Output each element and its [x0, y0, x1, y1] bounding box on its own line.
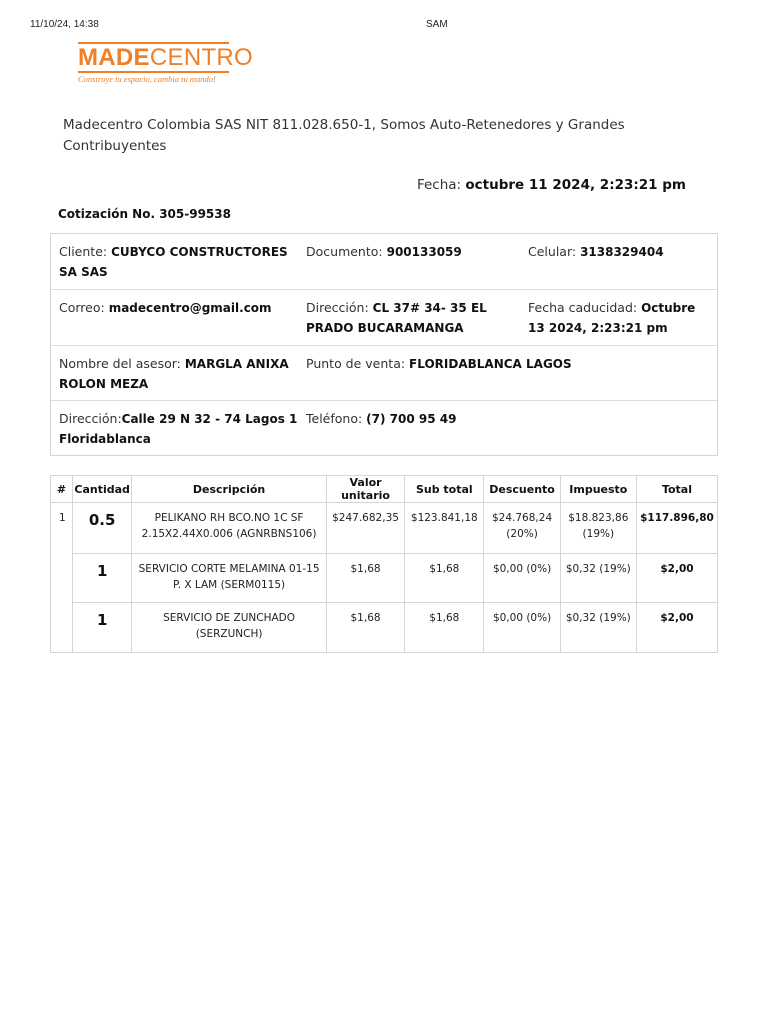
row-cantidad: 1 [73, 554, 132, 603]
cliente-value: CUBYCO CONSTRUCTORES SA SAS [59, 245, 288, 279]
row-impuesto: $0,32 (19%) [560, 603, 636, 653]
row-descuento: $24.768,24 (20%) [484, 503, 560, 554]
header-total: Total [636, 476, 717, 503]
direccion-value: CL 37# 34- 35 EL PRADO BUCARAMANGA [306, 301, 487, 335]
items-table [50, 475, 718, 653]
table-row [51, 603, 718, 653]
celular-value: 3138329404 [580, 245, 664, 259]
row-total: $2,00 [636, 554, 717, 603]
row-cantidad: 1 [73, 603, 132, 653]
client-row-4 [51, 400, 717, 455]
header-impuesto: Impuesto [560, 476, 636, 503]
client-info-box [50, 233, 718, 456]
asesor-field [59, 354, 299, 394]
row-sub-total: $1,68 [405, 554, 484, 603]
quote-date [417, 177, 686, 193]
row-impuesto: $18.823,86 (19%) [560, 503, 636, 554]
logo-brand-regular: CENTRO [149, 44, 254, 71]
row-descuento: $0,00 (0%) [484, 554, 560, 603]
telefono-label: Teléfono: [306, 411, 367, 426]
punto-venta-field [306, 354, 706, 374]
row-sub-total: $123.841,18 [405, 503, 484, 554]
row-descuento: $0,00 (0%) [484, 603, 560, 653]
celular-label: Celular: [528, 244, 581, 259]
print-title: SAM [426, 19, 448, 30]
punto-venta-label: Punto de venta: [306, 356, 410, 371]
header-descuento: Descuento [484, 476, 560, 503]
row-descripcion: SERVICIO DE ZUNCHADO (SERZUNCH) [132, 603, 327, 653]
documento-label: Documento: [306, 244, 387, 259]
telefono-field [306, 409, 606, 429]
logo-wordmark [78, 42, 254, 73]
row-total: $117.896,80 [636, 503, 717, 554]
header-descripcion: Descripción [132, 476, 327, 503]
documento-field [306, 242, 516, 262]
cliente-field [59, 242, 299, 282]
table-row [51, 554, 718, 603]
quote-date-label: Fecha: [416, 177, 466, 193]
row-descripcion: SERVICIO CORTE MELAMINA 01-15 P. X LAM (SERM0115) [132, 554, 327, 603]
row-num: 1 [51, 503, 73, 653]
correo-field [59, 298, 299, 318]
documento-value: 900133059 [386, 245, 462, 259]
madecentro-logo [78, 42, 254, 90]
client-row-2 [51, 289, 717, 345]
correo-label: Correo: [59, 300, 109, 315]
direccion-field [306, 298, 516, 338]
punto-venta-value: FLORIDABLANCA LAGOS [409, 357, 572, 371]
correo-value: madecentro@gmail.com [108, 301, 272, 315]
quote-date-value: octubre 11 2024, 2:23:21 pm [465, 177, 686, 193]
row-total: $2,00 [636, 603, 717, 653]
direccion-punto-field [59, 409, 299, 449]
caducidad-field [528, 298, 713, 338]
caducidad-label: Fecha caducidad: [528, 300, 642, 315]
asesor-label: Nombre del asesor: [59, 356, 185, 371]
celular-field [528, 242, 713, 262]
print-datetime: 11/10/24, 14:38 [30, 19, 99, 30]
telefono-value: (7) 700 95 49 [366, 412, 457, 426]
row-valor-unitario: $1,68 [326, 603, 404, 653]
header-cantidad: Cantidad [73, 476, 132, 503]
row-valor-unitario: $247.682,35 [326, 503, 404, 554]
print-header [0, 19, 768, 33]
cliente-label: Cliente: [59, 244, 112, 259]
company-info: Madecentro Colombia SAS NIT 811.028.650-1, Somos Auto-Retenedores y Grandes Contribuyentes [63, 117, 625, 154]
direccion-punto-value: Calle 29 N 32 - 74 Lagos 1 Floridablanca [59, 412, 298, 446]
table-row [51, 503, 718, 554]
header-sub-total: Sub total [405, 476, 484, 503]
row-impuesto: $0,32 (19%) [560, 554, 636, 603]
logo-brand-bold: MADE [78, 44, 150, 71]
row-valor-unitario: $1,68 [326, 554, 404, 603]
direccion-label: Dirección: [306, 300, 373, 315]
row-descripcion: PELIKANO RH BCO.NO 1C SF 2.15X2.44X0.006 (AGNRBNS106) [132, 503, 327, 554]
direccion-punto-label: Dirección: [59, 411, 122, 426]
header-num: # [51, 476, 73, 503]
quote-number: Cotización No. 305-99538 [58, 207, 231, 221]
header-valor-unitario: Valor unitario [326, 476, 404, 503]
client-row-1 [51, 234, 717, 289]
client-row-3 [51, 345, 717, 400]
asesor-value: MARGLA ANIXA ROLON MEZA [59, 357, 289, 391]
caducidad-value: Octubre 13 2024, 2:23:21 pm [528, 301, 696, 335]
logo-tagline: Construye tu espacio, cambia tu mundo! [78, 74, 216, 84]
table-header-row [51, 476, 718, 503]
row-sub-total: $1,68 [405, 603, 484, 653]
row-cantidad: 0.5 [73, 503, 132, 554]
